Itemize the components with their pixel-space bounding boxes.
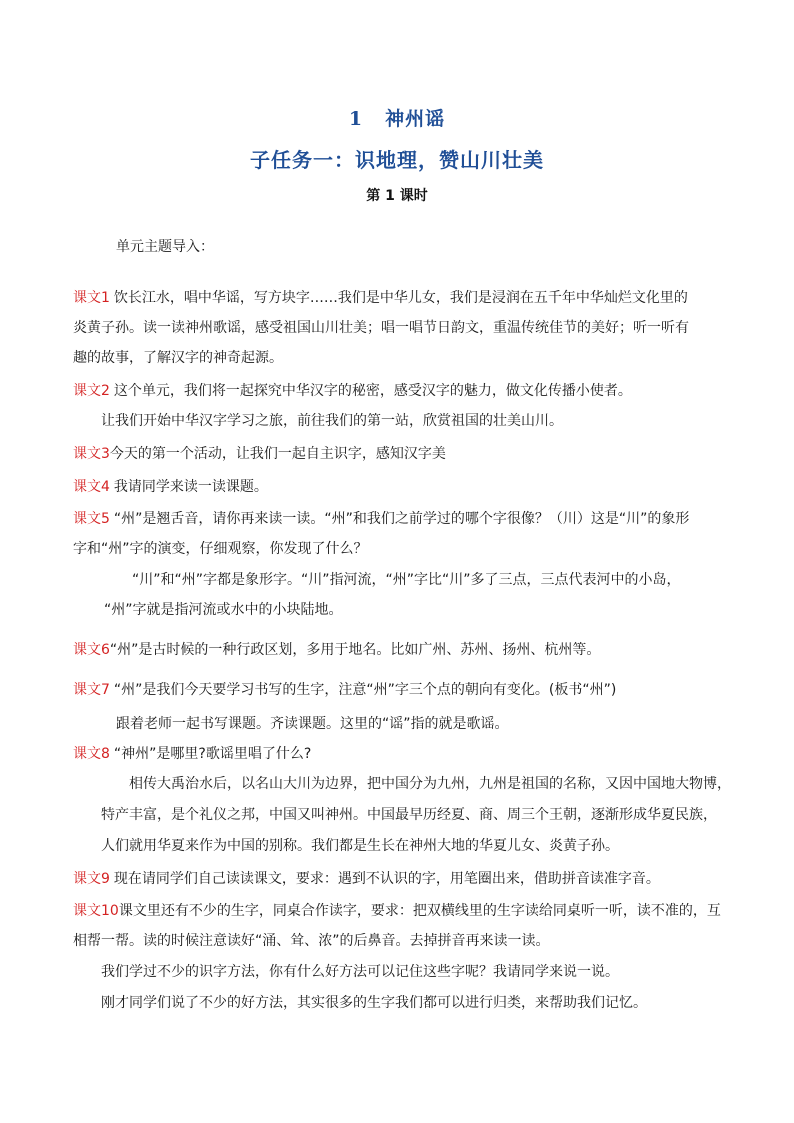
paragraph-line: 课文8 “神州”是哪里?歌谣里唱了什么?: [73, 746, 312, 762]
text-tag-1: 课文1: [73, 290, 110, 306]
paragraph-line: 特产丰富，是个礼仪之邦，中国又叫神州。中国最早历经夏、商、周三个王朝，逐渐形成华夏民族，: [101, 807, 717, 823]
paragraph-line: “州”字就是指河流或水中的小块陆地。: [104, 602, 343, 618]
subtask-title: 子任务一：识地理，赞山川壮美: [250, 148, 544, 172]
intro-heading: 单元主题导入：: [116, 239, 214, 255]
paragraph-line: 课文4 我请同学来读一读课题。: [73, 479, 268, 495]
paragraph-line: 字和“州”字的演变，仔细观察，你发现了什么？: [73, 541, 368, 557]
paragraph-line: 课文6“州”是古时候的一种行政区划，多用于地名。比如广州、苏州、扬州、杭州等。: [73, 642, 601, 658]
period-label: 第 1 课时: [366, 188, 428, 204]
paragraph-line: 课文9 现在请同学们自己读读课文，要求：遇到不认识的字，用笔圈出来，借助拼音读准字音。: [73, 871, 660, 887]
paragraph-line: 课文2 这个单元，我们将一起探究中华汉字的秘密，感受汉字的魅力，做文化传播小使者。: [73, 383, 632, 399]
paragraph-line: 相帮一帮。读的时候注意读好“涌、耸、浓”的后鼻音。去掉拼音再来读一读。: [73, 933, 550, 949]
paragraph-line: 课文1 饮长江水，唱中华谣，写方块字……我们是中华儿女，我们是浸润在五千年中华灿烂文化里的: [73, 290, 688, 306]
paragraph-line: 课文7 “州”是我们今天要学习书写的生字，注意“州”字三个点的朝向有变化。(板书“州”): [73, 682, 617, 698]
paragraph-line: 让我们开始中华汉字学习之旅，前往我们的第一站，欣赏祖国的壮美山川。: [101, 413, 563, 429]
lesson-title: [0, 104, 794, 131]
text-tag-4: 课文4: [73, 479, 110, 495]
paragraph-line: 炎黄子孙。读一读神州歌谣，感受祖国山川壮美；唱一唱节日韵文，重温传统佳节的美好；听一听有: [73, 320, 689, 336]
text-tag-7: 课文7: [73, 682, 110, 698]
paragraph-line: 趣的故事，了解汉字的神奇起源。: [73, 350, 283, 366]
paragraph-line: 人们就用华夏来作为中国的别称。我们都是生长在神州大地的华夏儿女、炎黄子孙。: [101, 838, 619, 854]
paragraph-line: 我们学过不少的识字方法，你有什么好方法可以记住这些字呢？我请同学来说一说。: [101, 964, 619, 980]
text-tag-9: 课文9: [73, 871, 110, 887]
paragraph-line: 课文3今天的第一个活动，让我们一起自主识字，感知汉字美: [73, 446, 446, 462]
text-tag-6: 课文6: [73, 642, 110, 658]
paragraph-line: 跟着老师一起书写课题。齐读课题。这里的“谣”指的就是歌谣。: [116, 716, 509, 732]
lesson-name: 神州谣: [385, 108, 446, 130]
paragraph-line: 刚才同学们说了不少的好方法，其实很多的生字我们都可以进行归类，来帮助我们记忆。: [101, 995, 647, 1011]
text-tag-2: 课文2: [73, 383, 110, 399]
paragraph-line: 相传大禹治水后，以名山大川为边界，把中国分为九州，九州是祖国的名称，又因中国地大物博，: [129, 776, 731, 792]
lesson-number: 1: [348, 108, 364, 130]
paragraph-line: 课文10课文里还有不少的生字，同桌合作读字，要求：把双横线里的生字读给同桌听一听，读不准的，互: [73, 903, 721, 919]
text-tag-8: 课文8: [73, 746, 110, 762]
text-tag-10: 课文10: [73, 903, 119, 919]
text-tag-3: 课文3: [73, 446, 110, 462]
text-tag-5: 课文5: [73, 511, 110, 527]
paragraph-line: 课文5 “州”是翘舌音，请你再来读一读。“州”和我们之前学过的哪个字很像？（川）这是“川”的象形: [73, 511, 690, 527]
paragraph-line: “川”和“州”字都是象形字。“川”指河流，“州”字比“川”多了三点，三点代表河中的小岛，: [132, 572, 681, 588]
